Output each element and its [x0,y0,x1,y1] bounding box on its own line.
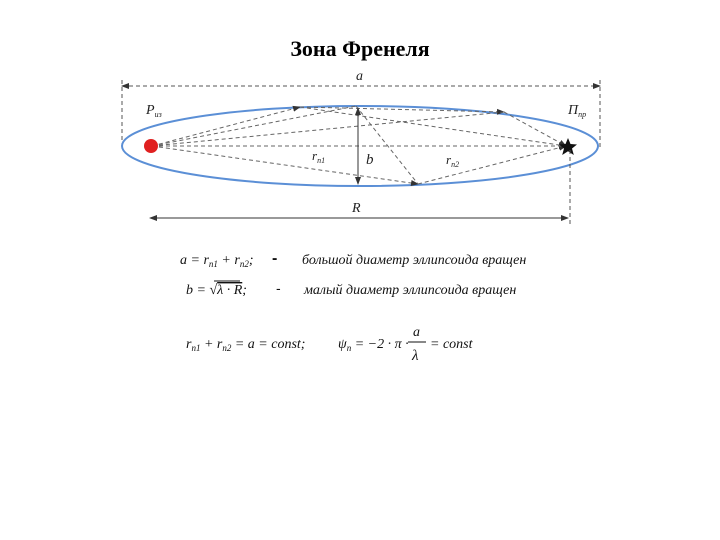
formula-a-dash: - [272,250,278,267]
formula-psi-const: = const [430,337,473,352]
formula-const: $r_{п1} + r_{п2} = a$ = const; [186,337,306,353]
label-source: $Р_{из}$ [146,103,162,119]
label-r2: $r_{п2}$ [446,152,460,169]
label-r1: $r_{п1}$ [312,148,326,165]
label-b: b [366,152,374,168]
formula-psi-denominator: λ [412,348,419,364]
page-title: Зона Френеля [290,36,430,61]
label-a: a [356,69,363,84]
formula-a: $a = r_{п1} + r_{п2}$; [180,253,254,269]
formula-b-description: малый диаметр эллипсоида вращен [304,283,517,298]
formula-a-description: большой диаметр эллипсоида вращен [302,253,527,268]
label-receiver: $П_{пр}$ [568,103,587,119]
receiver-star-icon [559,138,577,155]
formula-psi-numerator: a [413,325,420,340]
formula-b: b = √λ · R; [186,283,247,298]
label-R: R [352,201,361,216]
formula-psi: $\psi_п = -2 \cdot \pi$ · [338,337,409,353]
source-dot-icon [144,139,158,153]
formula-b-dash: - [276,280,281,296]
ray-paths [152,106,566,184]
